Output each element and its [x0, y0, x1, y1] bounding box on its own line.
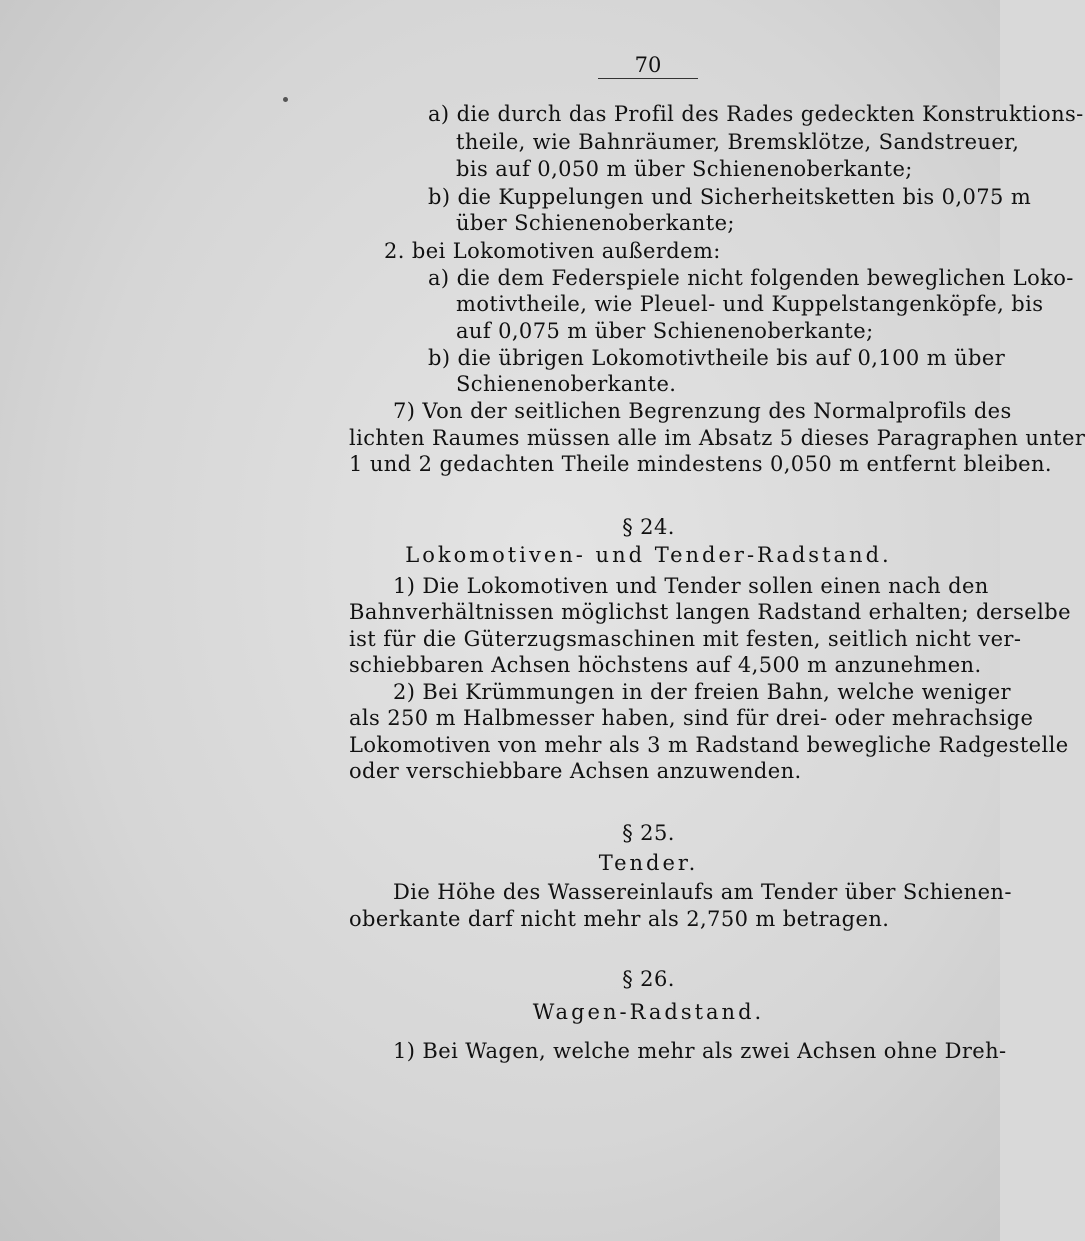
text-line: theile, wie Bahnräumer, Bremsklötze, Sandstreuer,: [456, 130, 1020, 154]
text-line: ist für die Güterzugsmaschinen mit festen, seitlich nicht ver-: [349, 627, 1022, 651]
text-line: auf 0,075 m über Schienenoberkante;: [456, 319, 874, 343]
text-line: Lokomotiven von mehr als 3 m Radstand bewegliche Radgestelle: [349, 733, 1069, 757]
text-line: 2. bei Lokomotiven außerdem:: [384, 239, 721, 263]
text-line: 1) Bei Wagen, welche mehr als zwei Achsen ohne Dreh-: [393, 1039, 1007, 1063]
section-number: § 26.: [622, 967, 675, 991]
text-line: als 250 m Halbmesser haben, sind für drei- oder mehrachsige: [349, 706, 1034, 730]
text-line: oberkante darf nicht mehr als 2,750 m betragen.: [349, 907, 890, 931]
text-line: motivtheile, wie Pleuel- und Kuppelstangenköpfe, bis: [456, 292, 1044, 316]
text-line: 7) Von der seitlichen Begrenzung des Normalprofils des: [393, 399, 1012, 423]
text-line: lichten Raumes müssen alle im Absatz 5 dieses Paragraphen unter: [349, 426, 1085, 450]
text-line: schiebbaren Achsen höchstens auf 4,500 m anzunehmen.: [349, 653, 982, 677]
text-line: bis auf 0,050 m über Schienenoberkante;: [456, 157, 913, 181]
text-line: Bahnverhältnissen möglichst langen Radstand erhalten; derselbe: [349, 600, 1071, 624]
text-line: 2) Bei Krümmungen in der freien Bahn, welche weniger: [393, 680, 1011, 704]
page-number: 70: [598, 52, 698, 79]
margin-speck: [283, 97, 288, 102]
section-heading: Lokomotiven- und Tender-Radstand.: [405, 543, 892, 567]
text-line: 1) Die Lokomotiven und Tender sollen einen nach den: [393, 574, 989, 598]
text-line: 1 und 2 gedachten Theile mindestens 0,050 m entfernt bleiben.: [349, 452, 1052, 476]
text-line: über Schienenoberkante;: [456, 211, 735, 235]
text-line: Schienenoberkante.: [456, 372, 677, 396]
text-line: a) die dem Federspiele nicht folgenden beweglichen Loko-: [428, 266, 1074, 290]
text-line: b) die Kuppelungen und Sicherheitsketten bis 0,075 m: [428, 185, 1032, 209]
text-line: b) die übrigen Lokomotivtheile bis auf 0,100 m über: [428, 346, 1006, 370]
section-number: § 24.: [622, 515, 675, 539]
text-line: Die Höhe des Wassereinlaufs am Tender über Schienen-: [393, 880, 1012, 904]
text-line: oder verschiebbare Achsen anzuwenden.: [349, 759, 802, 783]
text-line: a) die durch das Profil des Rades gedeckten Konstruktions-: [428, 102, 1084, 126]
section-heading: Wagen-Radstand.: [532, 1000, 765, 1024]
section-heading: Tender.: [598, 851, 699, 875]
section-number: § 25.: [622, 821, 675, 845]
